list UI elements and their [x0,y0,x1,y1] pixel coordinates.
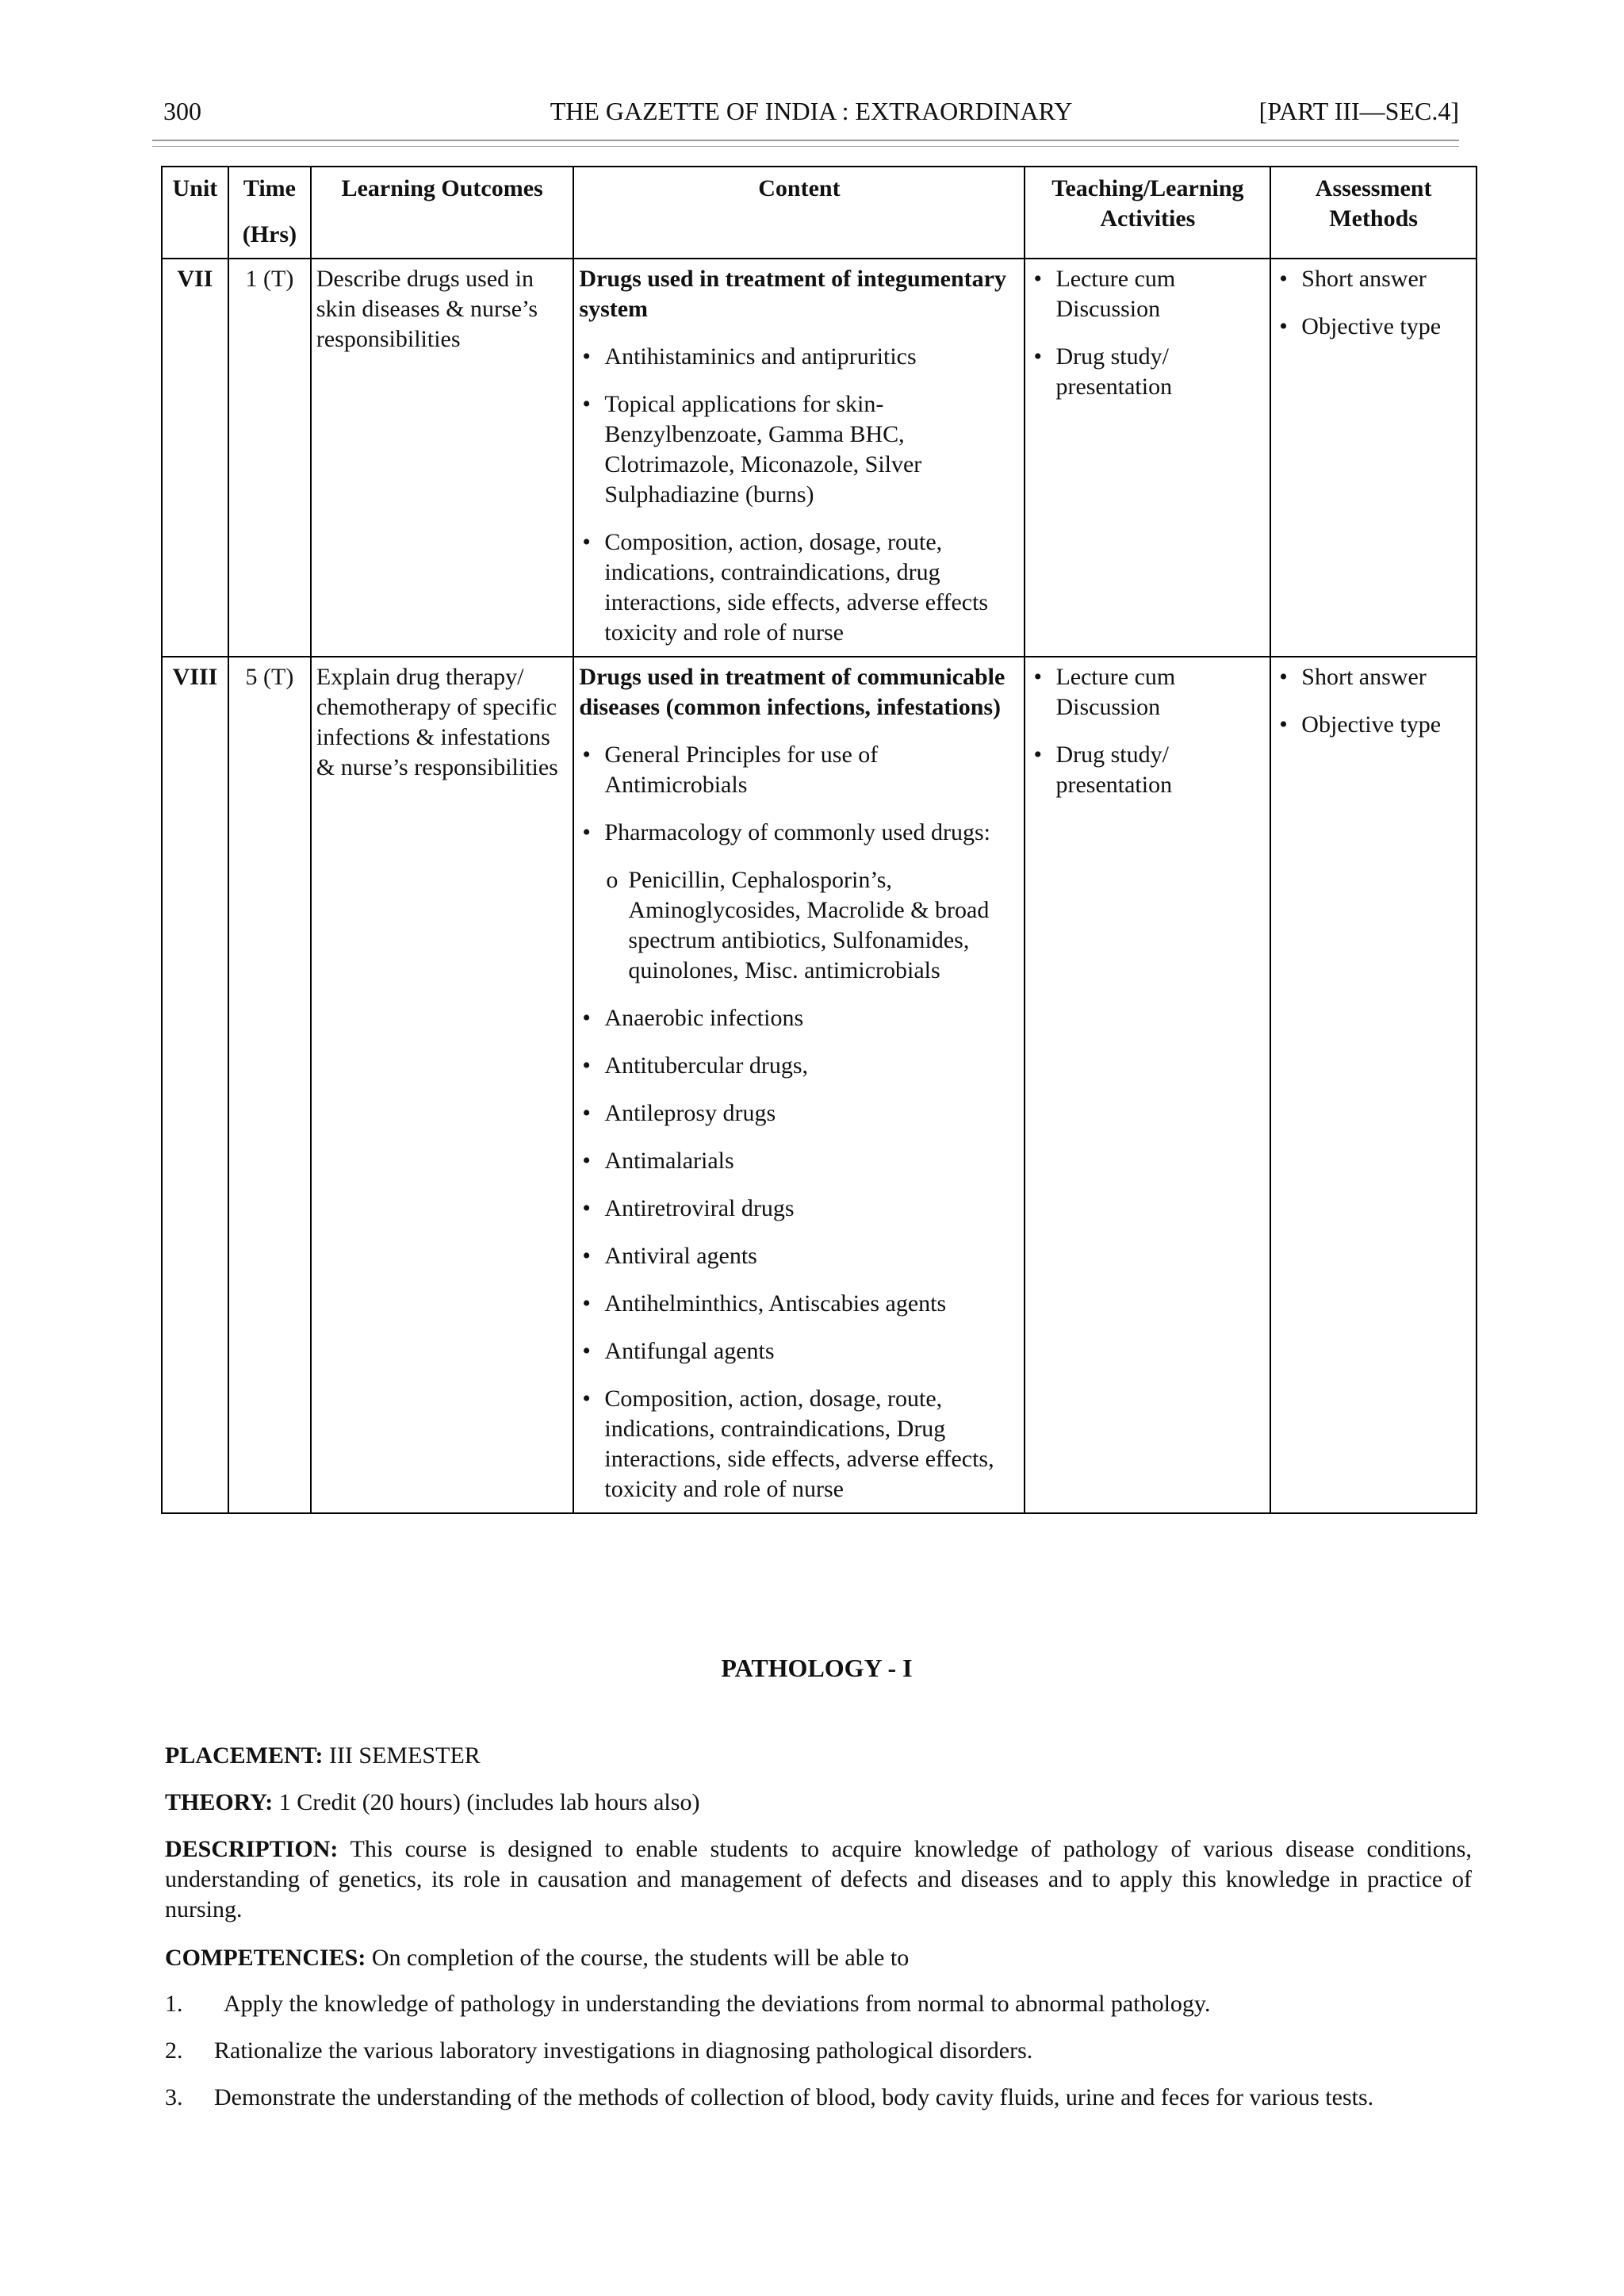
list-item: • General Principles for use of Antimicrobials [579,740,1019,800]
list-item: • Objective type [1276,312,1471,342]
header-time-label: Time [243,175,296,201]
section-title: PATHOLOGY - I [721,1654,913,1682]
list-item: • Anaerobic infections [579,1003,1019,1033]
list-item: • Drug study/ presentation [1030,740,1265,800]
theory-label: THEORY: [165,1789,274,1815]
list-item: • Short answer [1276,264,1471,294]
learning-outcome-cell: Explain drug therapy/ chemotherapy of specific infections & infestations & nurse’s responsibilities [311,657,574,1513]
competencies-value: On completion of the course, the students will be able to [371,1945,910,1971]
list-item: • Lecture cum Discussion [1030,264,1265,324]
theory-line [165,1788,1472,1818]
competency-number: 2. [165,2037,183,2064]
header-time [228,167,311,259]
list-item-text: Pharmacology of commonly used drugs: [604,819,990,845]
header-learning-outcomes: Learning Outcomes [311,167,574,259]
page-header [163,97,1459,136]
list-item: • Composition, action, dosage, route, indications, contraindications, Drug interactions, side effects, adverse effects, toxicity and role of nurse [579,1384,1019,1504]
competency-text: Demonstrate the understanding of the methods of collection of blood, body cavity fluids, urine and feces for various tests. [214,2084,1374,2110]
page-number: 300 [163,97,201,125]
description-paragraph [165,1834,1472,1925]
time-cell: 5 (T) [228,657,311,1513]
list-item: • Antihistaminics and antipruritics [579,342,1019,372]
list-item: • Lecture cum Discussion [1030,662,1265,723]
gazette-title: THE GAZETTE OF INDIA : EXTRAORDINARY [550,97,1073,125]
learning-outcome-cell: Describe drugs used in skin diseases & nurse’s responsibilities [311,259,574,657]
list-item: • Topical applications for skin- Benzylbenzoate, Gamma BHC, Clotrimazole, Miconazole, Silver Sulphadiazine (burns) [579,389,1019,510]
header-unit: Unit [162,167,228,259]
competency-item [165,1989,1472,2019]
list-item: • Antiviral agents [579,1241,1019,1271]
time-cell: 1 (T) [228,259,311,657]
placement-value: III SEMESTER [328,1742,481,1769]
competency-number: 3. [165,2084,183,2110]
placement-line [165,1741,1472,1771]
unit-cell: VIII [162,657,228,1513]
content-cell [573,259,1025,657]
syllabus-table [161,166,1477,1514]
competency-item [165,2083,1472,2113]
sub-list-item: o Penicillin, Cephalosporin’s, Aminoglycosides, Macrolide & broad spectrum antibiotics, Sulfonamides, quinolones, Misc. antimicrobials [604,865,1019,986]
competency-text: Apply the knowledge of pathology in understanding the deviations from normal to abnormal pathology. [224,1991,1211,2017]
header-time-unit: (Hrs) [242,221,297,247]
competency-number: 1. [165,1991,183,2017]
list-item: • Antihelminthics, Antiscabies agents [579,1289,1019,1319]
content-title: Drugs used in treatment of communicable diseases (common infections, infestations) [579,664,1005,720]
competency-item [165,2036,1472,2066]
list-item: • Antimalarials [579,1146,1019,1176]
header-teaching: Teaching/Learning Activities [1025,167,1270,259]
list-item: • Antifungal agents [579,1336,1019,1366]
competencies-line [165,1943,1472,1973]
competency-text: Rationalize the various laboratory investigations in diagnosing pathological disorders. [214,2037,1033,2064]
theory-value: 1 Credit (20 hours) (includes lab hours also) [278,1789,700,1815]
list-item: • Antiretroviral drugs [579,1194,1019,1224]
table-row [162,259,1477,657]
list-item [579,818,1019,986]
content-title: Drugs used in treatment of integumentary system [579,266,1006,322]
list-item: • Antileprosy drugs [579,1098,1019,1129]
part-label: [PART III—SEC.4] [1258,97,1459,125]
table-row [162,657,1477,1513]
unit-cell: VII [162,259,228,657]
description-label: DESCRIPTION: [165,1836,339,1862]
list-item: • Drug study/ presentation [1030,342,1265,402]
competencies-label: COMPETENCIES: [165,1945,366,1971]
header-content: Content [573,167,1025,259]
table-header-row [162,167,1477,259]
list-item: • Short answer [1276,662,1471,692]
header-rule [152,140,1459,141]
assessment-cell [1270,657,1477,1513]
list-item: • Objective type [1276,710,1471,740]
header-assessment: Assessment Methods [1270,167,1477,259]
header-rule-thin [152,146,1459,147]
list-item: • Antitubercular drugs, [579,1051,1019,1081]
description-value: This course is designed to enable students to acquire knowledge of pathology of various disease conditions, understanding of genetics, its role in causation and management of defects and diseases and to apply this knowledge in practice of nursing. [165,1836,1472,1922]
content-cell [573,657,1025,1513]
teaching-cell [1025,657,1270,1513]
list-item: • Composition, action, dosage, route, indications, contraindications, drug interactions, side effects, adverse effects toxicity and role of nurse [579,527,1019,648]
assessment-cell [1270,259,1477,657]
teaching-cell [1025,259,1270,657]
placement-label: PLACEMENT: [165,1742,324,1769]
